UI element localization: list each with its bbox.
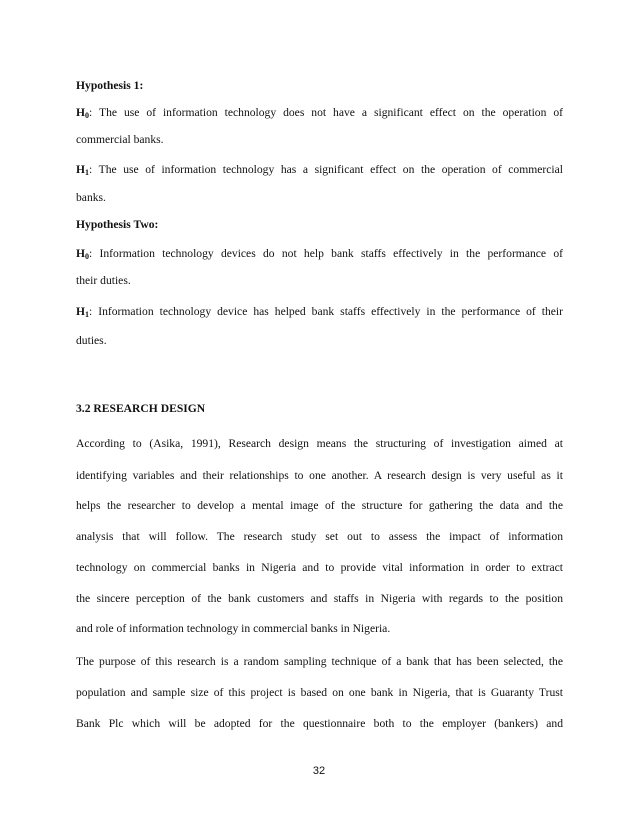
paragraph-line: population and sample size of this project is based on one bank in Nigeria, that is Guaranty Trust [76,686,563,699]
paragraph-line: and role of information technology in commercial banks in Nigeria. [76,622,391,635]
hypothesis-two-heading: Hypothesis Two: [76,218,159,231]
null-hypothesis-label: $H_0$ [76,106,90,120]
hypothesis-one-heading: Hypothesis 1: [76,79,144,92]
paragraph-line: helps the researcher to develop a mental image of the structure for gathering the data and the [76,499,563,512]
hypothesis-one-alt-line-2: banks. [76,191,106,204]
hypothesis-two-alt-line-1: $H_1$: Information technology device has helped bank staffs effectively in the performance of their [76,305,563,319]
paragraph-line: analysis that will follow. The research study set out to assess the impact of information [76,530,563,543]
alt-hypothesis-label: $H_1$ [76,305,90,319]
alt-hypothesis-label: $H_1$ [76,163,90,177]
hypothesis-one-null-line-1: $H_0$: The use of information technology does not have a significant effect on the operation of [76,106,563,120]
paragraph-line: According to (Asika, 1991), Research design means the structuring of investigation aimed at [76,437,563,450]
hypothesis-two-null-line-2: their duties. [76,274,131,287]
hypothesis-one-alt-line-1: $H_1$: The use of information technology has a significant effect on the operation of commercial [76,163,563,177]
section-heading: 3.2 RESEARCH DESIGN [76,402,206,415]
null-hypothesis-label: $H_0$ [76,247,90,261]
paragraph-line: identifying variables and their relationships to one another. A research design is very useful as it [76,469,563,482]
hypothesis-one-null-line-2: commercial banks. [76,133,164,146]
hypothesis-two-alt-line-2: duties. [76,334,107,347]
hypothesis-two-null-line-1: $H_0$: Information technology devices do not help bank staffs effectively in the performance of [76,247,563,261]
paragraph-line: the sincere perception of the bank customers and staffs in Nigeria with regards to the position [76,592,563,605]
paragraph-line: technology on commercial banks in Nigeria and to provide vital information in order to extract [76,561,563,574]
paragraph-line: The purpose of this research is a random sampling technique of a bank that has been selected, the [76,655,563,668]
paragraph-line: Bank Plc which will be adopted for the questionnaire both to the employer (bankers) and [76,717,563,730]
page-number: 32 [312,765,326,777]
